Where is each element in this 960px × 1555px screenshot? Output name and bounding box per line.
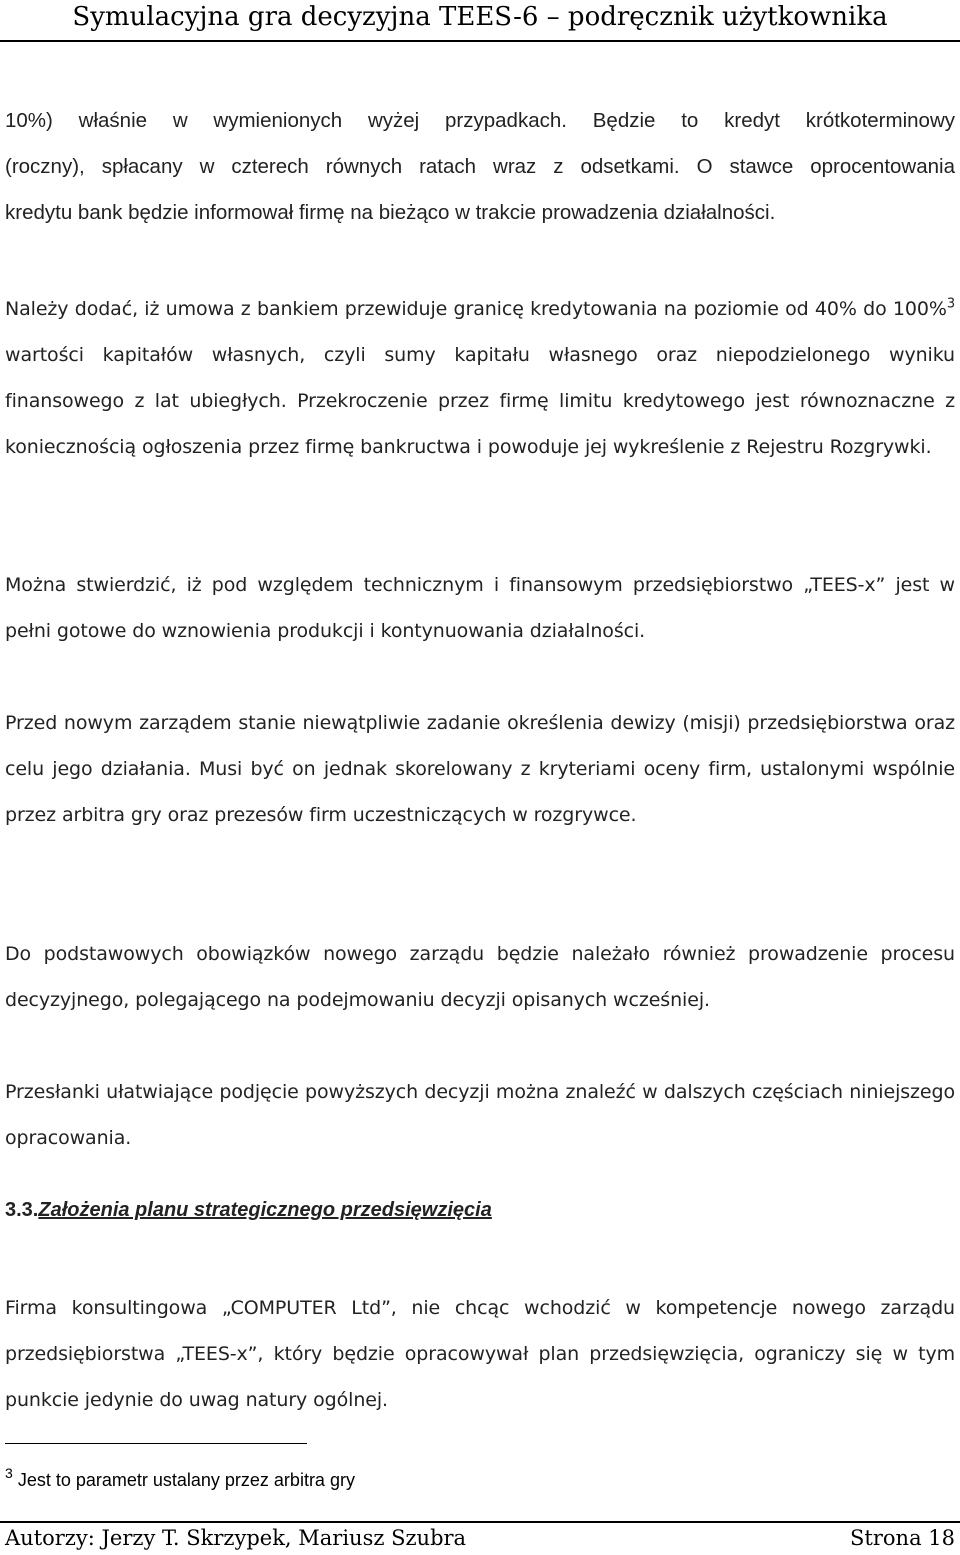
footnote-reference: 3 (946, 296, 955, 312)
paragraph-text: Należy dodać, iż umowa z bankiem przewiduje granicę kredytowania na poziomie od 40% do 100% (5, 298, 947, 320)
paragraph-readiness: Można stwierdzić, iż pod względem technicznym i finansowym przedsiębiorstwo „TEES-x” jest w pełni gotowe do wznowienia produkcji i kontynuowania działalności. (5, 574, 955, 642)
paragraph-line: 10%) właśnie w wymienionych wyżej przypadkach. Będzie to kredyt krótkoterminowy (5, 109, 955, 132)
paragraph-line: (roczny), spłacany w czterech równych ratach wraz z odsetkami. O stawce oprocentowania (5, 155, 955, 178)
footnote-marker: 3 (5, 1465, 13, 1481)
footnote (5, 1465, 355, 1495)
header-rule (0, 40, 960, 42)
paragraph-text: wartości kapitałów własnych, czyli sumy kapitału własnego oraz niepodzielonego wyniku finansowego z lat ubiegłych. Przekroczenie przez firmę limitu kredytowego jest równoznaczne z koniecznością ogłoszenia przez firmę bankructwa i powoduje jej wykreślenie z Rejestru Rozgrywki. (5, 344, 955, 458)
paragraph-duties: Do podstawowych obowiązków nowego zarządu będzie należało również prowadzenie procesu decyzyjnego, polegającego na podejmowaniu decyzji opisanych wcześniej. (5, 943, 955, 1011)
footnote-rule (5, 1443, 307, 1444)
running-header: Symulacyjna gra decyzyjna TEES-6 – podręcznik użytkownika (72, 2, 888, 32)
paragraph-line: kredytu bank będzie informował firmę na bieżąco w trakcie prowadzenia działalności. (5, 201, 776, 224)
section-heading (5, 1190, 492, 1230)
running-footer (5, 1523, 955, 1553)
section-title: Założenia planu strategicznego przedsięwzięcia (38, 1199, 492, 1221)
footer-page-number: Strona 18 (850, 1526, 955, 1550)
paragraph-credit-limit (5, 286, 955, 470)
footer-authors: Autorzy: Jerzy T. Skrzypek, Mariusz Szubra (5, 1526, 467, 1550)
paragraph-credit-terms (5, 98, 955, 236)
paragraph-consulting: Firma konsultingowa „COMPUTER Ltd”, nie chcąc wchodzić w kompetencje nowego zarządu przedsiębiorstwa „TEES-x”, który będzie opracowywał plan przedsięwzięcia, ograniczy się w tym punkcie jedynie do uwag natury ogólnej. (5, 1297, 955, 1411)
footnote-text: Jest to parametr ustalany przez arbitra gry (17, 1470, 355, 1490)
section-number: 3.3. (5, 1199, 39, 1221)
paragraph-mission: Przed nowym zarządem stanie niewątpliwie zadanie określenia dewizy (misji) przedsiębiorstwa oraz celu jego działania. Musi być on jednak skorelowany z kryteriami oceny firm, ustalonymi wspólnie przez arbitra gry oraz prezesów firm uczestniczących w rozgrywce. (5, 712, 955, 826)
paragraph-premises: Przesłanki ułatwiające podjęcie powyższych decyzji można znaleźć w dalszych częściach niniejszego opracowania. (5, 1081, 955, 1149)
